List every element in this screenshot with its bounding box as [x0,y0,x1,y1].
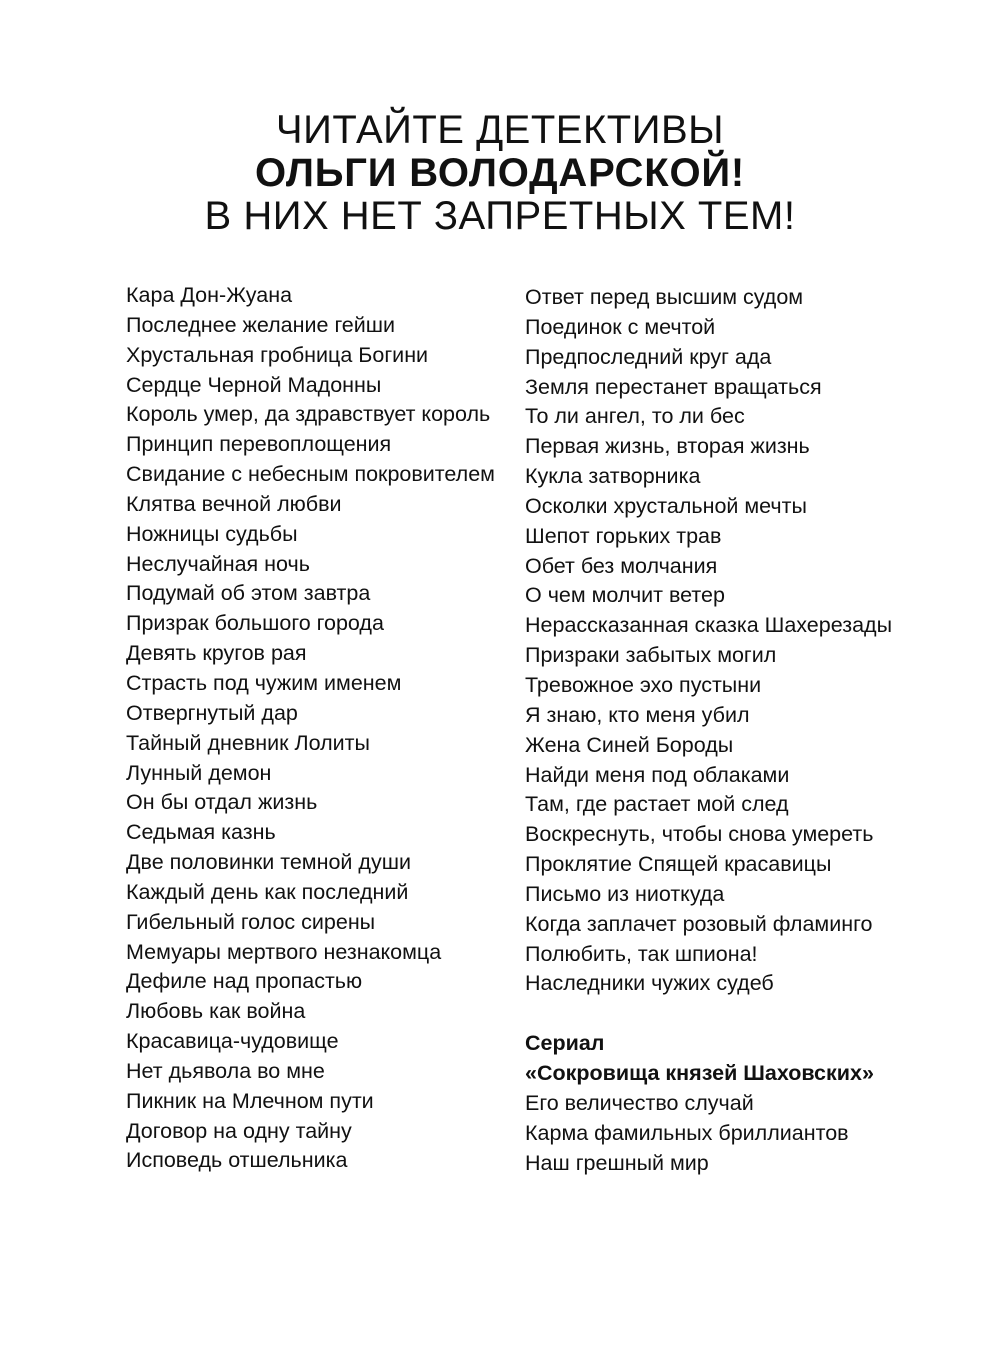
book-title: То ли ангел, то ли бес [525,404,745,429]
book-title: Красавица-чудовище [126,1029,339,1054]
book-title: Нерассказанная сказка Шахерезады [525,613,893,638]
book-title: Ножницы судьбы [126,521,298,546]
book-title: Он бы отдал жизнь [126,790,318,815]
book-title: Неслучайная ночь [126,551,310,576]
book-title: Карма фамильных бриллиантов [525,1121,849,1145]
header-line-1: ЧИТАЙТЕ ДЕТЕКТИВЫ [275,108,725,152]
book-title: Принцип перевоплощения [126,432,392,457]
book-title: Воскреснуть, чтобы снова умереть [525,822,874,847]
book-title: Наш грешный мир [525,1151,709,1175]
book-title: Сердце Черной Мадонны [126,372,382,397]
book-title: Отвергнутый дар [126,700,298,725]
book-title: Полюбить, так шпиона! [525,941,758,966]
book-title: Страсть под чужим именем [126,670,402,695]
book-title: Тревожное эхо пустыни [525,672,762,697]
book-title: Девять кругов рая [126,641,307,666]
series-heading-label: Сериал [525,1031,605,1055]
book-title: О чем молчит ветер [525,583,725,608]
book-title: Призрак большого города [126,611,384,636]
book-title: Жена Синей Бороды [525,732,734,757]
book-title: Его величество случай [525,1091,754,1115]
book-title: Предпоследний круг ада [525,344,772,369]
book-list-left [126,281,506,1176]
book-title: Там, где растает мой след [525,792,789,817]
book-title: Тайный дневник Лолиты [126,730,370,755]
book-title: Король умер, да здравствует король [126,402,491,427]
book-title: Кара Дон-Жуана [126,283,293,307]
book-title: Земля перестанет вращаться [525,374,822,399]
book-title: Дефиле над пропастью [126,969,363,994]
book-title: Свидание с небесным покровителем [126,462,495,487]
book-title: Исповедь отшельника [126,1148,348,1173]
book-title: Клятва вечной любви [126,491,342,516]
series-title: «Сокровища князей Шаховских» [525,1061,874,1085]
book-title: Обет без молчания [525,553,718,578]
book-title: Любовь как война [126,999,306,1024]
series-book-list [525,1088,945,1178]
book-title: Последнее желание гейши [126,312,396,337]
book-title: Осколки хрустальной мечты [525,493,807,518]
header-line-2-author: ОЛЬГИ ВОЛОДАРСКОЙ! [254,151,746,195]
book-title: Две половинки темной души [126,850,411,875]
book-title: Первая жизнь, вторая жизнь [525,434,810,459]
page-header [0,109,1000,238]
book-title: Кукла затворника [525,464,701,489]
book-title: Поединок с мечтой [525,314,716,339]
book-title: Договор на одну тайну [126,1118,352,1143]
book-title: Призраки забытых могил [525,643,777,668]
book-title: Подумай об этом завтра [126,581,371,606]
book-title: Каждый день как последний [126,879,409,904]
book-title: Хрустальная гробница Богини [126,342,429,367]
book-title: Проклятие Спящей красавицы [525,852,832,877]
book-title: Гибельный голос сирены [126,909,376,934]
book-title: Нет дьявола во мне [126,1058,325,1083]
book-title: Лунный демон [126,760,272,785]
book-title: Когда заплачет розовый фламинго [525,911,873,936]
book-title: Письмо из ниоткуда [525,881,725,906]
header-line-3: В НИХ НЕТ ЗАПРЕТНЫХ ТЕМ! [204,194,796,238]
book-title: Найди меня под облаками [525,762,790,787]
book-title: Шепот горьких трав [525,523,722,548]
book-title: Наследники чужих судеб [525,971,774,996]
book-title: Ответ перед высшим судом [525,285,804,309]
book-title: Мемуары мертвого незнакомца [126,939,442,964]
book-title: Седьмая казнь [126,820,276,845]
series-block [525,1028,945,1178]
book-title: Я знаю, кто меня убил [525,702,750,727]
book-title: Пикник на Млечном пути [126,1088,374,1113]
book-list-right [525,283,925,999]
